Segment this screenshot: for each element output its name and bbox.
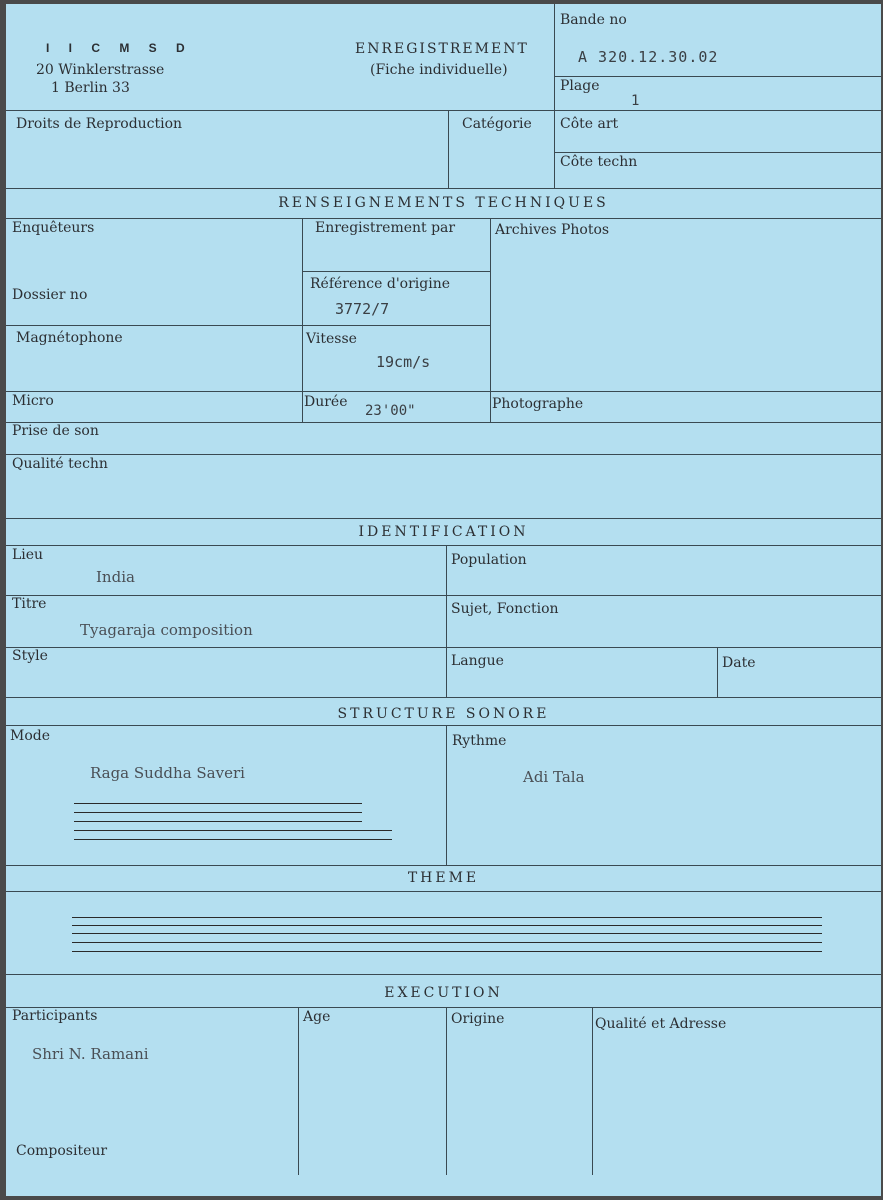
theme-section-title: THEME — [407, 870, 480, 886]
execution-section-title: EXECUTION — [384, 985, 503, 1001]
archives-photos-label: Archives Photos — [495, 222, 610, 238]
qualite-adresse-label: Qualité et Adresse — [595, 1016, 727, 1032]
bande-label: Bande no — [560, 12, 627, 28]
categorie-label: Catégorie — [462, 116, 532, 132]
org-street: 20 Winklerstrasse — [36, 62, 165, 78]
titre-label: Titre — [12, 596, 47, 612]
org-logo: I I C M S D — [46, 41, 193, 55]
mode-label: Mode — [10, 728, 51, 744]
lieu-label: Lieu — [12, 547, 44, 563]
duree-value: 23'00" — [365, 403, 416, 419]
rythme-label: Rythme — [452, 733, 507, 749]
vitesse-value: 19cm/s — [376, 353, 431, 371]
magnetophone-label: Magnétophone — [16, 330, 123, 346]
plage-value: 1 — [631, 93, 640, 109]
date-label: Date — [722, 655, 756, 671]
cote-techn-label: Côte techn — [560, 154, 638, 170]
droits-label: Droits de Reproduction — [16, 116, 183, 132]
titre-value: Tyagaraja composition — [80, 621, 253, 639]
bande-value: A 320.12.30.02 — [578, 48, 719, 66]
participants-label: Participants — [12, 1008, 98, 1024]
identification-section-title: IDENTIFICATION — [358, 524, 529, 540]
origine-label: Origine — [451, 1011, 505, 1027]
plage-label: Plage — [560, 78, 600, 94]
sujet-fonction-label: Sujet, Fonction — [451, 601, 559, 617]
reference-label: Référence d'origine — [310, 276, 451, 292]
mode-value: Raga Suddha Saveri — [90, 764, 245, 782]
lieu-value: India — [96, 568, 135, 586]
vitesse-label: Vitesse — [306, 331, 357, 347]
participants-value: Shri N. Ramani — [32, 1045, 149, 1063]
langue-label: Langue — [451, 653, 504, 669]
population-label: Population — [451, 552, 527, 568]
qualite-techn-label: Qualité techn — [12, 456, 108, 472]
enqueteurs-label: Enquêteurs — [12, 220, 95, 236]
photographe-label: Photographe — [492, 396, 584, 412]
form-subtitle: (Fiche individuelle) — [370, 62, 508, 78]
age-label: Age — [303, 1009, 331, 1025]
reference-value: 3772/7 — [335, 300, 390, 318]
enregistrement-par-label: Enregistrement par — [315, 220, 456, 236]
technical-section-title: RENSEIGNEMENTS TECHNIQUES — [278, 195, 609, 211]
compositeur-label: Compositeur — [16, 1143, 108, 1159]
prise-de-son-label: Prise de son — [12, 423, 99, 439]
record-card — [6, 4, 881, 1196]
style-label: Style — [12, 648, 48, 664]
structure-section-title: STRUCTURE SONORE — [337, 706, 550, 722]
duree-label: Durée — [304, 394, 348, 410]
form-title: ENREGISTREMENT — [355, 41, 529, 57]
dossier-label: Dossier no — [12, 287, 88, 303]
micro-label: Micro — [12, 393, 54, 409]
org-city: 1 Berlin 33 — [51, 80, 130, 96]
cote-art-label: Côte art — [560, 116, 619, 132]
rythme-value: Adi Tala — [523, 768, 585, 786]
